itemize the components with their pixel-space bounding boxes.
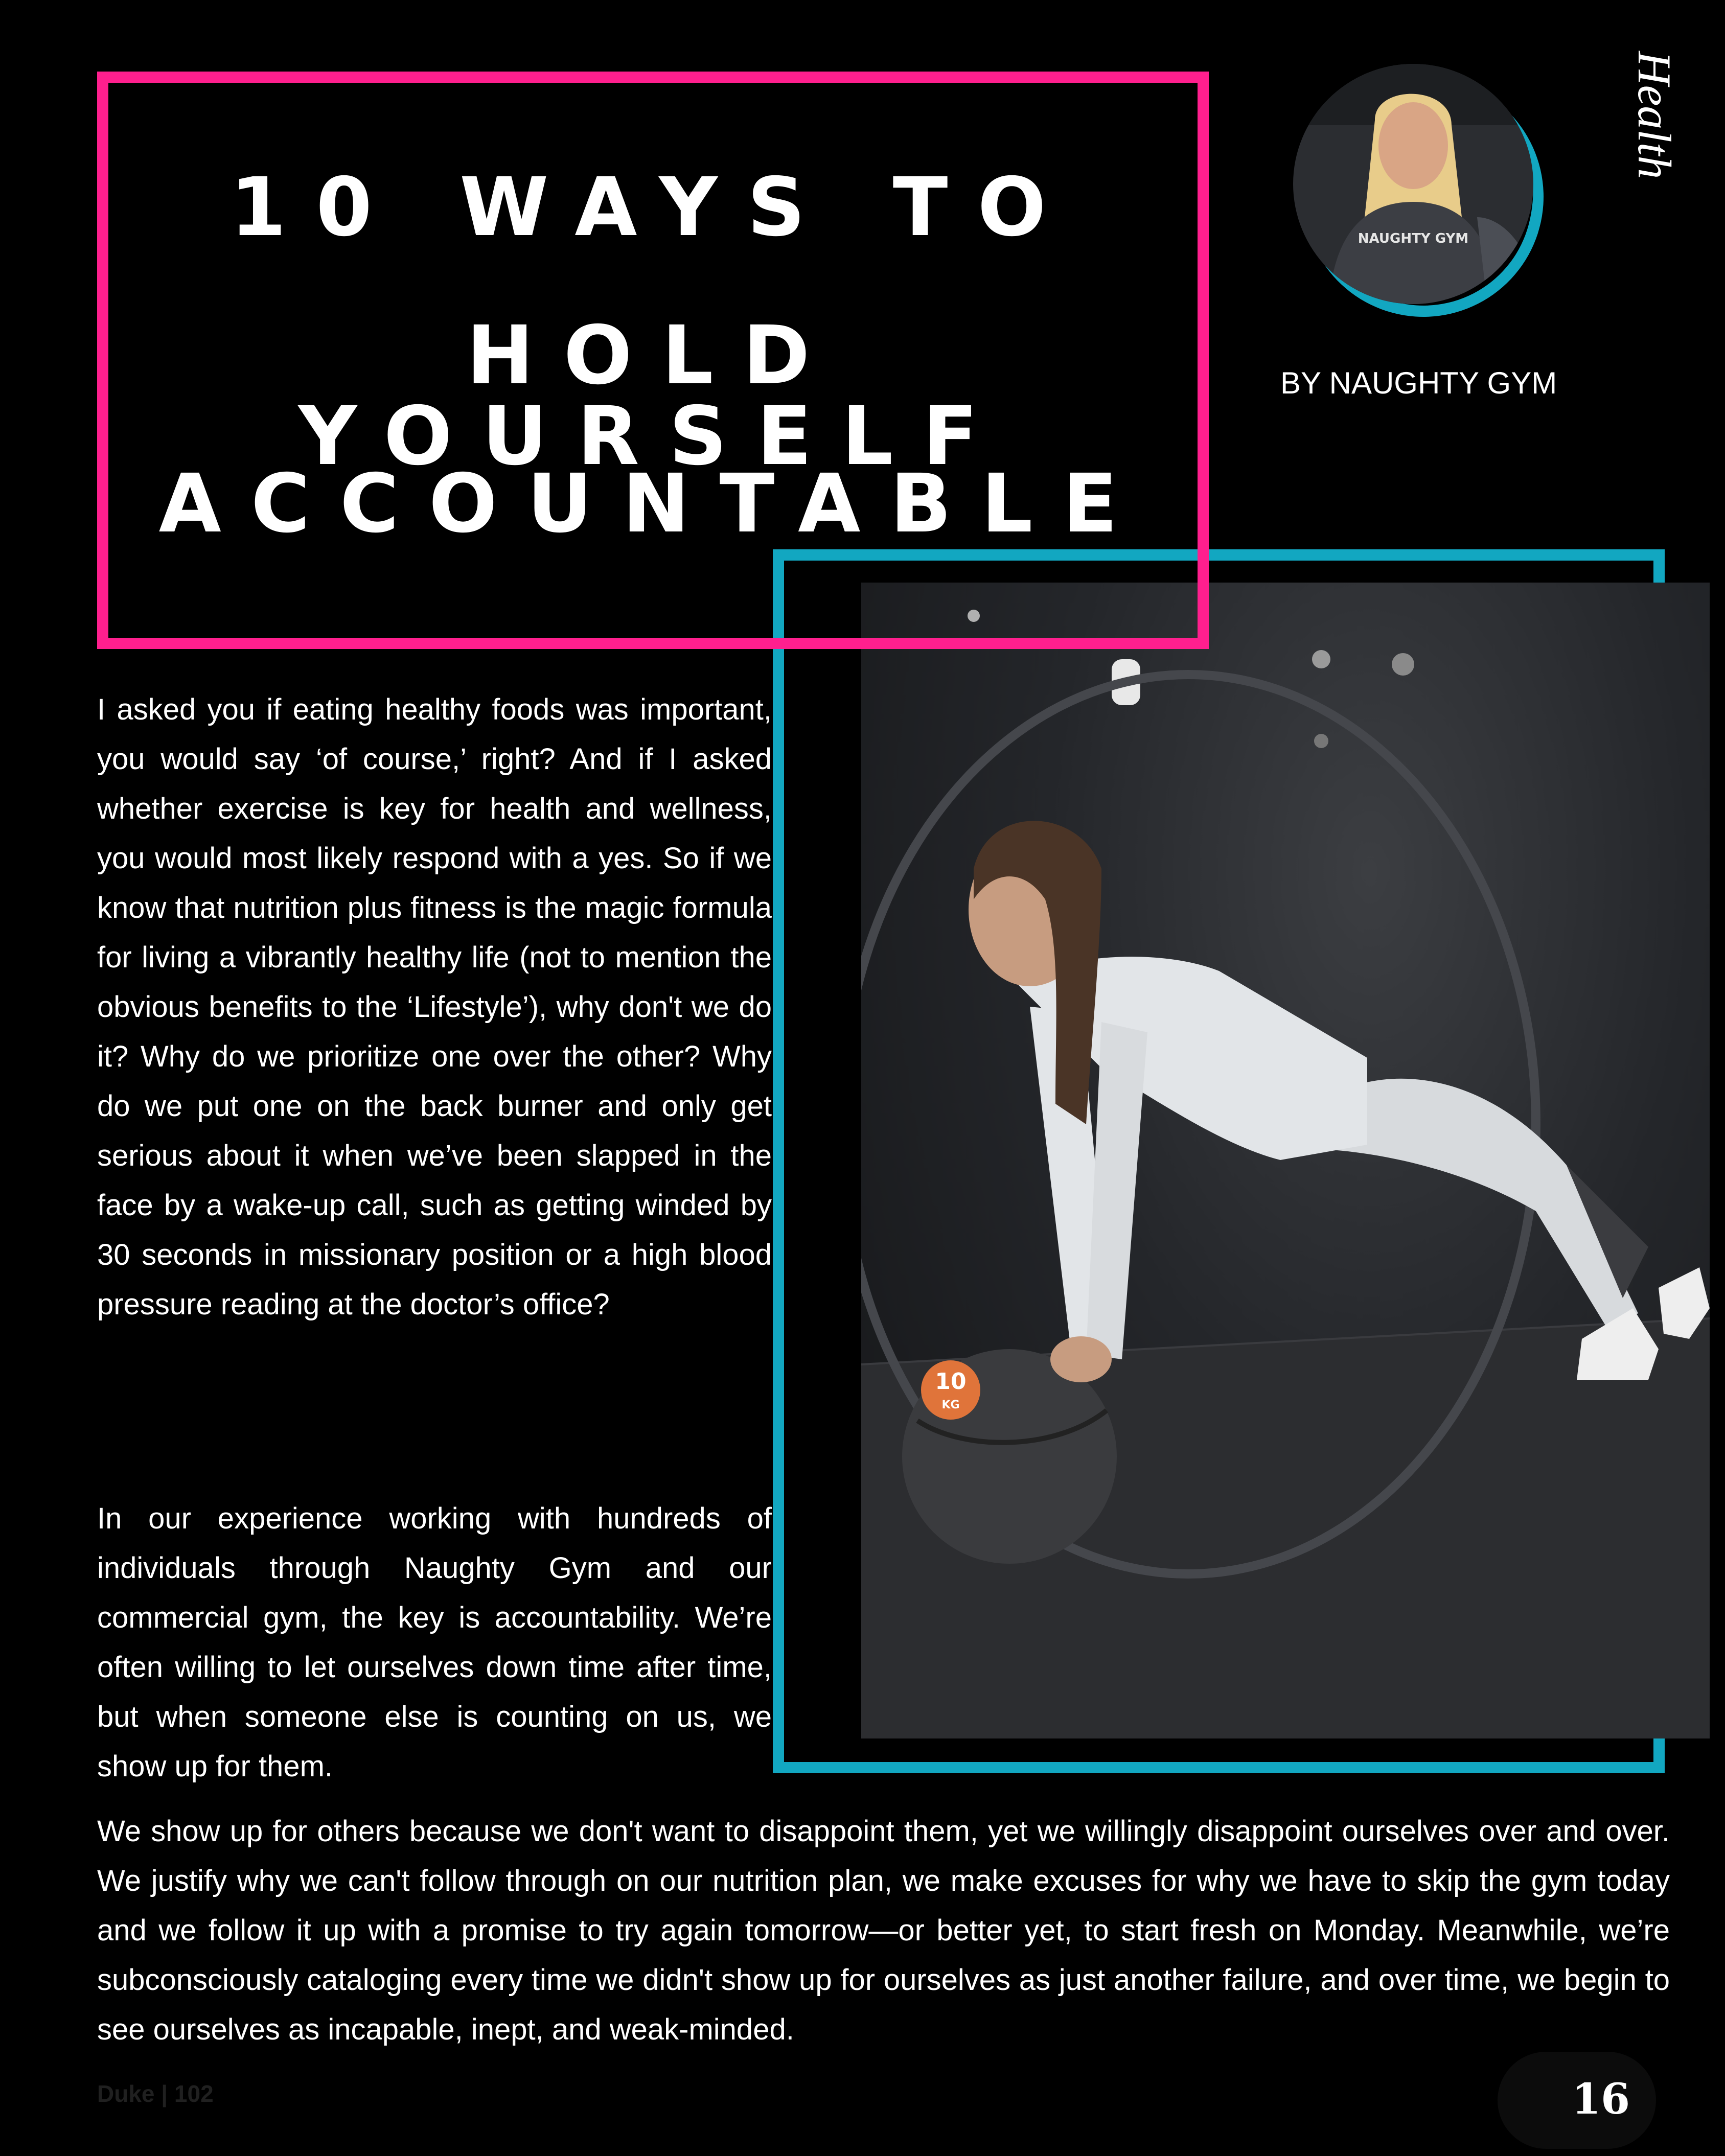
body-paragraph-2: In our experience working with hundreds of individuals through Naughty Gym and our commercial gym, the key is accountability. We’re often willing to let ourselves down time after time, but when someone else is counting on us, we show up for them.: [97, 1502, 772, 1783]
page-number: 16: [1572, 2075, 1630, 2124]
ball-weight-label: 10: [935, 1369, 967, 1395]
title-frame: [97, 72, 1209, 649]
ball-unit-label: KG: [941, 1399, 960, 1411]
title-line-2: HOLD YOURSELF: [298, 309, 1008, 483]
avatar-shirt-text: NAUGHTY GYM: [1358, 231, 1469, 246]
workout-photo: [861, 583, 1710, 1738]
author-avatar: [1293, 64, 1533, 304]
body-paragraph-3: We show up for others because we don't want to disappoint them, yet we willingly disappoint ourselves over and over. We justify why we can't follow through on our nutrition plan, we make excuses for why we have to skip the gym today and we follow it up with a promise to try again tomorrow—or better yet, to start fresh on Monday. Meanwhile, we’re subconsciously cataloging every time we didn't show up for ourselves as just another failure, and over time, we begin to see ourselves as incapable, inept, and weak-minded.: [97, 1815, 1670, 2046]
title-line-3: ACCOUNTABLE: [158, 457, 1147, 551]
byline: BY NAUGHTY GYM: [1280, 366, 1557, 400]
title-line-1: 10 WAYS TO: [230, 160, 1076, 254]
section-tag: Health: [1628, 51, 1681, 179]
publication-footer: Duke | 102: [97, 2080, 214, 2107]
body-paragraph-1: I asked you if eating healthy foods was important, you would say ‘of course,’ right? And if I asked whether exercise is key for health and wellness, you would most likely respond with a yes. So if we know that nutrition plus fitness is the magic formula for living a vibrantly healthy life (not to mention the obvious benefits to the ‘Lifestyle’), why don't we do it? Why do we prioritize one over the other? Why do we put one on the back burner and only get serious about it when we’ve been slapped in the face by a wake-up call, such as getting winded by 30 seconds in missionary position or a high blood pressure reading at the doctor’s office?: [97, 693, 772, 1321]
